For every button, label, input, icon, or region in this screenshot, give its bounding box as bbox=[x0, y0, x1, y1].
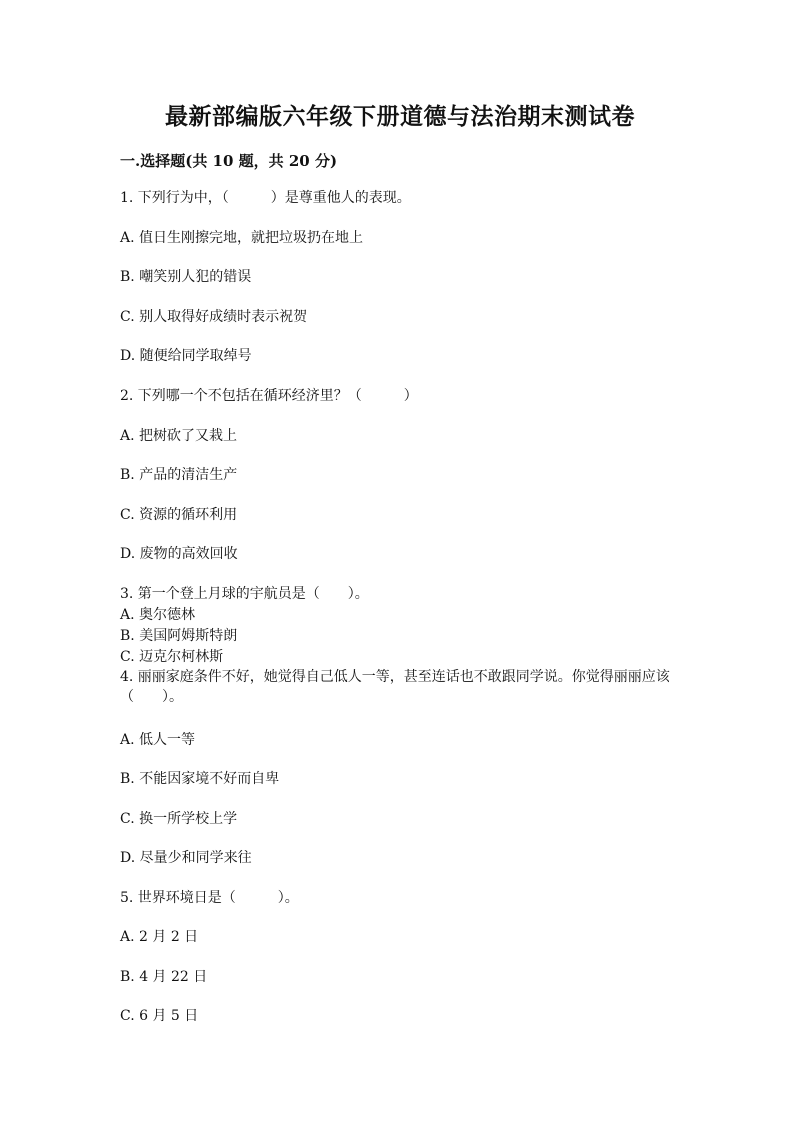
question-2-option-d: D. 废物的高效回收 bbox=[120, 546, 238, 562]
question-3-option-c: C. 迈克尔柯林斯 bbox=[120, 649, 224, 665]
question-5-stem: 5. 世界环境日是（ ）。 bbox=[120, 890, 299, 906]
question-1-option-d: D. 随便给同学取绰号 bbox=[120, 348, 252, 364]
question-5-option-a: A. 2 月 2 日 bbox=[120, 929, 199, 945]
question-1-option-b: B. 嘲笑别人犯的错误 bbox=[120, 269, 252, 285]
question-4-option-c: C. 换一所学校上学 bbox=[120, 811, 238, 827]
question-2-option-c: C. 资源的循环利用 bbox=[120, 507, 238, 523]
question-3-option-a: A. 奥尔德林 bbox=[120, 607, 196, 623]
question-1-option-a: A. 值日生刚擦完地，就把垃圾扔在地上 bbox=[120, 230, 364, 246]
question-4-option-b: B. 不能因家境不好而自卑 bbox=[120, 771, 280, 787]
question-2-option-b: B. 产品的清洁生产 bbox=[120, 467, 238, 483]
question-5-option-b: B. 4 月 22 日 bbox=[120, 969, 208, 985]
question-1-stem: 1. 下列行为中，（ ）是尊重他人的表现。 bbox=[120, 190, 411, 206]
question-5-option-c: C. 6 月 5 日 bbox=[120, 1008, 199, 1024]
question-4-option-d: D. 尽量少和同学来往 bbox=[120, 850, 252, 866]
question-2-stem: 2. 下列哪一个不包括在循环经济里？（ ） bbox=[120, 388, 418, 404]
question-4-option-a: A. 低人一等 bbox=[120, 732, 196, 748]
question-3-option-b: B. 美国阿姆斯特朗 bbox=[120, 628, 238, 644]
page-title: 最新部编版六年级下册道德与法治期末测试卷 bbox=[165, 103, 635, 130]
question-4-stem: 4. 丽丽家庭条件不好，她觉得自己低人一等，甚至连话也不敢跟同学说。你觉得丽丽应该（ ）。 bbox=[120, 669, 670, 705]
question-3-stem: 3. 第一个登上月球的宇航员是（ ）。 bbox=[120, 586, 369, 602]
section-heading: 一.选择题(共 10 题，共 20 分) bbox=[120, 152, 338, 170]
question-2-option-a: A. 把树砍了又栽上 bbox=[120, 428, 238, 444]
question-1-option-c: C. 别人取得好成绩时表示祝贺 bbox=[120, 309, 308, 325]
